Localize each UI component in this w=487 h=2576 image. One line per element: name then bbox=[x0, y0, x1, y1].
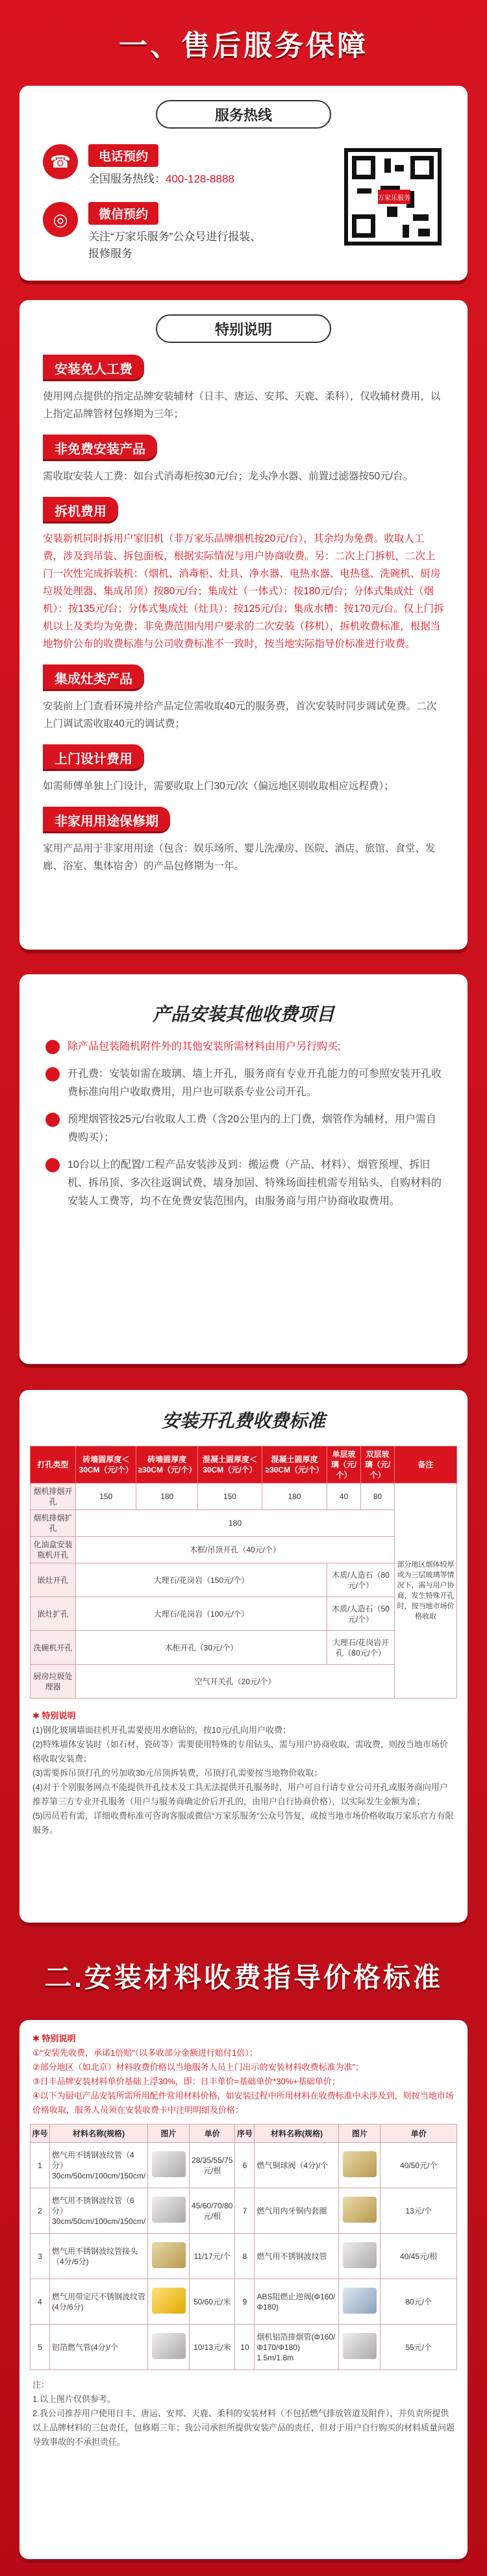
special-title: 特别说明 bbox=[156, 314, 331, 343]
table-row: 4 燃气用带定尺不锈钢波纹管(4分/6分) 50/60元/米 9 ABS阻燃止逆阀(Φ160/Φ180) 80元/个 bbox=[31, 2279, 457, 2325]
bellows-pipe-image bbox=[152, 2197, 186, 2223]
special-tag: 非家用用途保修期 bbox=[43, 807, 170, 833]
bullet-icon bbox=[45, 1040, 60, 1054]
qr-logo: 万家乐服务 bbox=[378, 190, 410, 204]
special-item bbox=[19, 423, 468, 485]
copper-ring-image bbox=[343, 2197, 377, 2223]
materials-note: ①“安装先收费，承诺1倍赔”（以多收部分金额进行赔付1倍）； bbox=[32, 2048, 258, 2058]
special-card bbox=[19, 300, 468, 950]
special-body: 如需师傅单独上门设计，需要收取上门30元/次（偏远地区则收取相应远程费）； bbox=[43, 781, 394, 792]
other-fees-card bbox=[19, 974, 468, 1364]
bellows-pipe-image bbox=[152, 2151, 186, 2177]
drill-notes bbox=[32, 1709, 455, 1837]
drill-table bbox=[30, 1446, 457, 1698]
special-body: 安装前上门查看环境并给产品定位需收取40元的服务费，首次安装时同步调试免费。二次上门调试需收取40元的调试费； bbox=[43, 701, 437, 729]
qr-code bbox=[344, 148, 442, 246]
special-body: 安装新机同时拆用户家旧机（非万家乐品牌烟机按20元/台），其余均为免费。收取人工费，涉及到吊装、拆包面板，根据实际情况与用户协商收费。另：二次上门拆机，二次上门一次性完成拆装机：（烟机、消毒柜、灶具、净水器、电热水器、电热毯、洗碗机、厨房垃圾处理器、集成吊顶）按80元/台；集成灶（一体式）：按180元/台；分体式集成灶（烟机）：按135元/台；分体式集成灶（灶具）：按125元/台；集成水槽：按170元/台。仅上门拆机以上及类均为免费；非免费范围内用户要求的二次安装（移机），拆机收费标准，根据当地物价公布的收费标准与公司收费标准不一致时，按当地实际指导价标准进行收费。 bbox=[43, 533, 444, 650]
coil-pipe-image bbox=[152, 2288, 186, 2314]
check-valve-image bbox=[343, 2288, 377, 2314]
table-row: 1 燃气用不锈钢波纹管（4分）30cm/50cm/100cm/150cm/ 28/35/55/75元/根 6 燃气铜球阀（4分)/个 40/50元/个 bbox=[31, 2143, 457, 2188]
drill-note: (5)因员若有需，详细收费标准可咨询客服或微信“万家乐服务”公众号答复，或按当地市场价格收取万家乐官方有限服务。 bbox=[32, 1811, 454, 1835]
materials-table bbox=[30, 2124, 457, 2370]
fee-item: 预埋烟管按25元/台收取人工费（含20公里内的上门费，烟管作为辅材，用户需自费购买）； bbox=[45, 1111, 442, 1147]
special-item bbox=[19, 343, 468, 423]
bellows-pipe-image bbox=[343, 2242, 377, 2268]
foil-pipe-image bbox=[152, 2333, 186, 2359]
other-fees-title: 产品安装其他收费项目 bbox=[152, 1004, 334, 1024]
phone-tag: 电话预约 bbox=[88, 144, 158, 167]
materials-card bbox=[19, 2020, 468, 2559]
bullet-icon bbox=[45, 1113, 60, 1127]
drill-note: (2)特殊墙体安装时（如石材、瓷砖等）需要使用特殊的专用钻头，需与用户协商收取，需收费，则按当地市场价格收取安装费； bbox=[32, 1739, 448, 1763]
special-tag: 上门设计费用 bbox=[43, 744, 144, 771]
wechat-line1: 关注“万家乐服务”公众号进行报装、 bbox=[88, 231, 262, 243]
special-tag: 安装免人工费 bbox=[43, 355, 144, 381]
drill-title: 安装开孔费收费标准 bbox=[161, 1411, 325, 1431]
special-tag: 集成灶类产品 bbox=[43, 664, 144, 691]
table-row: 2 燃气用不锈钢波纹管（6分）30cm/50cm/100cm/150cm/ 45/60/70/80元/根 7 燃气用内牙铜内套圈 13元/个 bbox=[31, 2188, 457, 2234]
special-item bbox=[19, 733, 468, 795]
exhaust-pipe-image bbox=[343, 2333, 377, 2359]
materials-note-head: ✱ 特别说明 bbox=[32, 2034, 76, 2043]
section2-title: 二.安装材料收费指导价格标准 bbox=[44, 1962, 443, 1993]
special-tag: 拆机费用 bbox=[43, 497, 118, 524]
special-body: 家用产品用于非家用用途（包含：娱乐场所、婴儿洗澡房、医院、酒店、旅馆、食堂、发廊、浴室、集体宿舍）的产品包修期为一年。 bbox=[43, 843, 436, 872]
table-row: 烟机排烟开孔 150 180 150 180 40 80 部分地区烟体较厚或为三层玻璃等情况下，需与用户协商，发生特殊开孔时，按当地市场价格收取 bbox=[31, 1484, 457, 1510]
wechat-tag: 微信预约 bbox=[88, 202, 158, 225]
drill-note: (3)需要拆吊顶打孔的另加收30元吊顶拆装费，吊顶打孔需要按当地物价收取； bbox=[32, 1768, 323, 1778]
table-row: 3 燃气用不锈钢波纹管接头（4分/6分) 11/17元/个 8 燃气用不锈钢波纹管 40/45元/根 bbox=[31, 2234, 457, 2279]
phone-prefix: 全国服务热线： bbox=[88, 173, 166, 185]
table-row: 洗碗机开孔 木柜开孔（30元/个） 大理石/花岗岩开孔（80元/个） bbox=[31, 1631, 457, 1665]
hotline-title: 服务热线 bbox=[156, 100, 331, 129]
wechat-icon: ◎ bbox=[43, 202, 78, 237]
table-row: 厨房垃圾处理器 空气开关孔（20元/个） bbox=[31, 1665, 457, 1698]
drill-note: (1)钢化玻璃墙面挂机开孔需要使用水磨钻的，按10元/孔向用户收费； bbox=[32, 1725, 291, 1735]
fee-item: 开孔费：安装如需在玻璃、墙上开孔，服务商有专业开孔能力的可参照安装开孔收费标准向用户收取费用，用户也可联系专业公司开孔。 bbox=[45, 1065, 442, 1102]
materials-footer: 注： 1.以上图片仅供参考。 2.我公司推荐用户使用日丰、唐运、安邦、天鹿、柔科的安装材料（不包括燃气排放管道及附件），并负责所提供以上品牌材料的三包责任，包修期三年；我公司承担所提供安装产品的责任，但对于用户自行购买的材料质量问题导致事故的不承担责任。 bbox=[32, 2380, 455, 2447]
fee-item: 10台以上的配置/工程产品安装涉及到：搬运费（产品、材料）、烟管预埋、拆旧机、拆吊顶、多次往返调试费、墙身加固、特殊场面挂机需专用钻头，自购材料的安装人工费等，均不在免费安装范围内，由服务商与用户协商收取费用。 bbox=[45, 1156, 442, 1211]
drill-remark: 部分地区烟体较厚或为三层玻璃等情况下，需与用户协商，发生特殊开孔时，按当地市场价格收取 bbox=[395, 1484, 457, 1698]
special-item bbox=[19, 485, 468, 653]
table-row: 嵌灶开孔 大理石/花岗岩（150元/个） 木质/人造石（80元/个） bbox=[31, 1563, 457, 1597]
section1-title: 一、售后服务保障 bbox=[119, 30, 368, 62]
fee-item: 除产品包装随机附件外的其他安装所需材料由用户另行购买; bbox=[45, 1038, 442, 1056]
drill-note-head: ✱ 特别说明 bbox=[32, 1711, 76, 1721]
phone-icon: ☎ bbox=[43, 144, 78, 179]
table-row: 烟机排烟扩孔 180 bbox=[31, 1510, 457, 1537]
table-row: 化油盒安装瓶机开孔 木框/吊顶开孔（40元/个） bbox=[31, 1537, 457, 1563]
materials-note: ③日丰品牌安装材料单价基础上浮30%，即：日丰单价=基础单价*30%+基础单价； bbox=[32, 2077, 340, 2086]
phone-number[interactable]: 400-128-8888 bbox=[166, 173, 234, 185]
special-item bbox=[19, 795, 468, 875]
drill-note: (4)对于个别服务网点不能提供开孔技术及工具无法提供开孔服务时，用户可自行请专业公司开孔或服务商向用户推荐第三方专业开孔服务（用户与服务商确定价后开孔的，由用户自行协商价格），以实际发生金额为准； bbox=[32, 1782, 448, 1806]
materials-notes bbox=[32, 2032, 455, 2117]
table-row: 5 铝箔燃气管(4分)/个 10/13元/米 10 烟机铝箔排烟管(Φ160/Φ170/Φ180) 1.5m/1.8m 55元/个 bbox=[31, 2325, 457, 2370]
table-row: 嵌灶扩孔 大理石/花岗岩（100元/个） 木质/人造石（50元/个） bbox=[31, 1597, 457, 1631]
hotline-card bbox=[19, 86, 468, 281]
special-body: 使用网点提供的指定品牌安装辅材（日丰、唐运、安邦、天鹿、柔科），仅收辅材费用，以上指定品牌管材包修期为三年； bbox=[43, 391, 441, 420]
bullet-icon bbox=[45, 1158, 60, 1172]
special-item bbox=[19, 653, 468, 733]
materials-note: ②部分地区（如北京）材料收费价格以当地服务人员上门出示的安装材料收费标准为准”； bbox=[32, 2062, 364, 2072]
pipe-joint-image bbox=[152, 2242, 186, 2268]
special-tag: 非免费安装产品 bbox=[43, 435, 157, 461]
ball-valve-image bbox=[343, 2151, 377, 2177]
table-header: 序号 材料名称(规格) 图片 单价 序号 材料名称(规格) 图片 单价 bbox=[31, 2125, 457, 2143]
wechat-line2: 报修服务 bbox=[88, 247, 132, 260]
special-body: 需收取安装人工费：如台式消毒柜按30元/台；龙头净水器、前置过滤器按50元/台。 bbox=[43, 471, 414, 482]
drill-card bbox=[19, 1390, 468, 1923]
table-header: 打孔类型 砖墙圆厚度＜30CM（元/个） 砖墙圆厚度≥30CM（元/个） 混凝土圆厚度＜30CM（元/个） 混凝土圆厚度≥30CM（元/个） 单层玻璃（元/个） 双层玻璃（元/个） 备注 bbox=[31, 1446, 457, 1484]
materials-note: ④以下为厨电产品安装所需所用配件常用材料价格，如安装过程中所用材料在收费标准中未涉及到，则按当地市场价格收取，服务人员须在安装收费卡中注明明细及价格： bbox=[32, 2091, 454, 2115]
bullet-icon bbox=[45, 1067, 60, 1081]
